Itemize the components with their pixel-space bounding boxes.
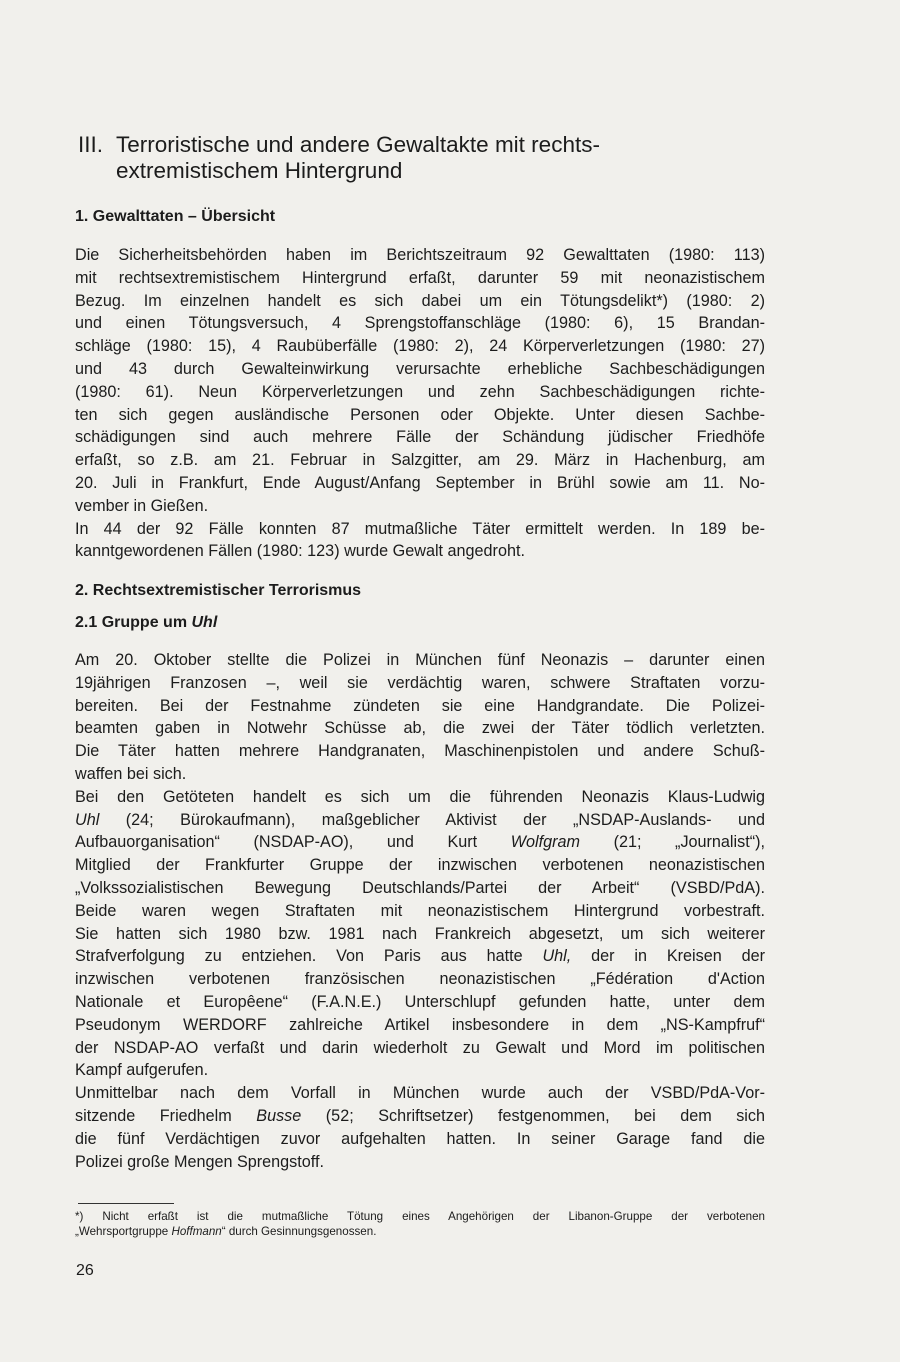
line-text: Aufbauorganisation“ (NSDAP-AO), und Kurt [75, 833, 478, 852]
line-text: sitzende Friedhelm [75, 1106, 232, 1125]
body-line: waffen bei sich. [75, 764, 187, 783]
line-text: der in Kreisen der [591, 947, 765, 966]
body-line: und einen Tötungsversuch, 4 Sprengstoffanschläge (1980: 6), 15 Brandan- [75, 314, 765, 333]
section-1 [75, 206, 765, 563]
footnote-line-1: *) Nicht erfaßt ist die mutmaßliche Tötung eines Angehörigen der Libanon-Gruppe der verbotenen [75, 1210, 765, 1223]
line-text: (24; Bürokaufmann), maßgeblicher Aktivist der „NSDAP-Auslands- und [125, 810, 765, 829]
line-text: Strafverfolgung zu entziehen. [75, 947, 317, 966]
body-line: Kampf aufgerufen. [75, 1061, 209, 1080]
line-text: (52; Schriftsetzer) festgenommen, bei dem sich [325, 1106, 766, 1125]
body-line: Mitglied der Frankfurter Gruppe der inzwischen verbotenen neonazistischen [75, 856, 765, 875]
body-line: die fünf Verdächtigen zuvor aufgehalten hatten. In seiner Garage fand die [75, 1129, 765, 1148]
footnote-divider [78, 1203, 174, 1204]
body-line: In 44 der 92 Fälle konnten 87 mutmaßliche Täter ermittelt werden. In 189 be- [75, 519, 765, 538]
section-1-heading: 1. Gewalttaten – Übersicht [75, 208, 276, 225]
chapter-title-line-1: Terroristische und andere Gewaltakte mit rechts- [116, 132, 600, 157]
body-line: und 43 durch Gewalteinwirkung verursachte erhebliche Sachbeschädigungen [75, 359, 765, 378]
body-line [75, 1105, 765, 1128]
body-line: Sie hatten sich 1980 bzw. 1981 nach Frankreich abgesetzt, um sich weiterer [75, 924, 765, 943]
body-line: vember in Gießen. [75, 496, 209, 515]
body-line: beamten gaben in Notwehr Schüsse ab, die zwei der Täter tödlich verletzten. [75, 719, 765, 738]
body-line [75, 831, 765, 854]
body-line [75, 945, 765, 968]
chapter-title [78, 132, 778, 184]
body-line: 20. Juli in Frankfurt, Ende August/Anfang September in Brühl sowie am 11. No- [75, 473, 765, 492]
name-busse: Busse [256, 1106, 302, 1125]
body-line: inzwischen verbotenen französischen neonazistischen „Fédération d'Action [75, 970, 765, 989]
body-line: bereiten. Bei der Festnahme zündeten sie eine Handgrandate. Die Polizei- [75, 696, 765, 715]
footnote [75, 1209, 765, 1239]
subsection-2-1-heading [75, 612, 765, 634]
body-line: Die Sicherheitsbehörden haben im Berichtszeitraum 92 Gewalttaten (1980: 113) [75, 246, 765, 264]
name-wolfgram: Wolfgram [510, 833, 580, 852]
body-line: Unmittelbar nach dem Vorfall in München wurde auch der VSBD/PdA-Vor- [75, 1084, 765, 1103]
body-line: 19jährigen Franzosen –, weil sie verdächtig waren, schwere Straftaten vorzu- [75, 673, 765, 692]
body-line: kanntgewordenen Fällen (1980: 123) wurde Gewalt angedroht. [75, 542, 525, 561]
line-text: Von Paris aus hatte [336, 947, 523, 966]
footnote-text: “ durch Gesinnungsgenossen. [221, 1225, 377, 1238]
body-line: mit rechtsextremistischem Hintergrund erfaßt, darunter 59 mit neonazistischem [75, 268, 765, 287]
body-line: Pseudonym WERDORF zahlreiche Artikel insbesondere in dem „NS-Kampfruf“ [75, 1015, 765, 1034]
body-line: Nationale et Europêene“ (F.A.N.E.) Unterschlupf gefunden hatte, unter dem [75, 992, 765, 1011]
line-text: (21; „Journalist“), [613, 833, 765, 852]
page-number: 26 [76, 1262, 94, 1279]
chapter-number: III. [78, 132, 104, 157]
body-line: ten sich gegen ausländische Personen oder Objekte. Unter diesen Sachbe- [75, 405, 765, 424]
chapter-title-line-2: extremistischem Hintergrund [116, 158, 403, 183]
body-line: „Volkssozialistischen Bewegung Deutschlands/Partei der Arbeit“ (VSBD/PdA). [75, 878, 765, 897]
body-line: Beide waren wegen Straftaten mit neonazistischem Hintergrund vorbestraft. [75, 901, 765, 920]
body-line: Die Täter hatten mehrere Handgranaten, Maschinenpistolen und andere Schuß- [75, 742, 765, 761]
name-uhl: Uhl, [542, 947, 572, 966]
footnote-text: „Wehrsportgruppe [75, 1225, 169, 1238]
name-hoffmann: Hoffmann [171, 1225, 222, 1238]
body-line: der NSDAP-AO verfaßt und darin wiederholt zu Gewalt und Mord im politischen [75, 1038, 765, 1057]
body-line: (1980: 61). Neun Körperverletzungen und zehn Sachbeschädigungen richte- [75, 382, 765, 401]
subsection-title-name: Uhl [191, 614, 218, 631]
body-line [75, 809, 765, 832]
section-2-heading: 2. Rechtsextremistischer Terrorismus [75, 582, 362, 599]
body-line: Polizei große Mengen Sprengstoff. [75, 1152, 324, 1171]
body-line: erfaßt, so z.B. am 21. Februar in Salzgitter, am 29. März in Hachenburg, am [75, 451, 765, 470]
subsection-title: Gruppe um [101, 614, 188, 631]
body-line: schädigungen sind auch mehrere Fälle der Schändung jüdischer Friedhöfe [75, 428, 765, 447]
body-line: schläge (1980: 15), 4 Raubüberfälle (1980: 2), 24 Körperverletzungen (1980: 27) [75, 337, 765, 356]
section-2 [75, 580, 765, 1173]
body-line: Bezug. Im einzelnen handelt es sich dabei um ein Tötungsdelikt*) (1980: 2) [75, 291, 765, 310]
name-uhl: Uhl [75, 810, 100, 829]
footnote-line-2 [75, 1224, 765, 1239]
body-line: Am 20. Oktober stellte die Polizei in München fünf Neonazis – darunter einen [75, 651, 765, 669]
subsection-number: 2.1 [75, 614, 98, 631]
body-line: Bei den Getöteten handelt es sich um die führenden Neonazis Klaus-Ludwig [75, 787, 765, 806]
